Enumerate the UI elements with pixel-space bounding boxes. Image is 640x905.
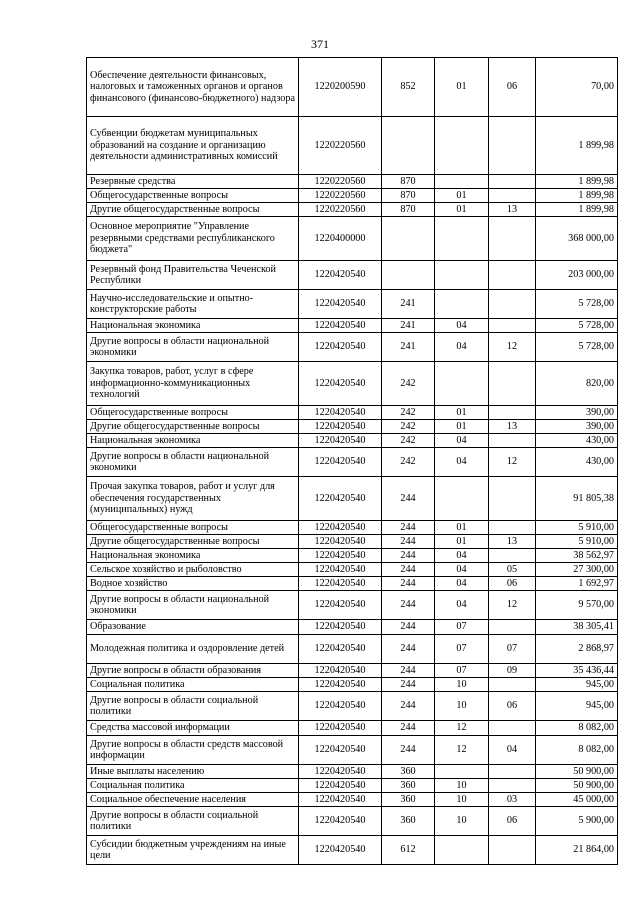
- cell-sum: 368 000,00: [536, 217, 618, 261]
- cell-rz: 07: [435, 664, 489, 678]
- cell-csr: 1220420540: [299, 793, 382, 807]
- cell-csr: 1220420540: [299, 448, 382, 477]
- cell-vr: [382, 117, 435, 175]
- cell-rz: 07: [435, 635, 489, 664]
- cell-vr: 244: [382, 664, 435, 678]
- cell-pr: 13: [489, 203, 536, 217]
- table-row: [87, 721, 618, 736]
- cell-rz: 10: [435, 678, 489, 692]
- budget-table: [86, 57, 618, 865]
- cell-csr: 1220420540: [299, 406, 382, 420]
- cell-vr: 241: [382, 319, 435, 333]
- cell-name: Социальное обеспечение населения: [87, 793, 299, 807]
- cell-csr: 1220220560: [299, 175, 382, 189]
- table-row: [87, 563, 618, 577]
- table-row: [87, 620, 618, 635]
- cell-vr: 241: [382, 333, 435, 362]
- table-row: [87, 664, 618, 678]
- cell-sum: 945,00: [536, 692, 618, 721]
- cell-rz: 04: [435, 591, 489, 620]
- cell-pr: [489, 290, 536, 319]
- cell-pr: 07: [489, 635, 536, 664]
- budget-table-body: [87, 58, 618, 865]
- cell-vr: 870: [382, 189, 435, 203]
- cell-csr: 1220420540: [299, 692, 382, 721]
- cell-csr: 1220420540: [299, 620, 382, 635]
- cell-rz: 07: [435, 620, 489, 635]
- cell-csr: 1220420540: [299, 477, 382, 521]
- cell-rz: 10: [435, 793, 489, 807]
- cell-rz: [435, 765, 489, 779]
- cell-sum: 5 910,00: [536, 535, 618, 549]
- cell-pr: [489, 319, 536, 333]
- cell-rz: 01: [435, 521, 489, 535]
- cell-csr: 1220420540: [299, 434, 382, 448]
- cell-csr: 1220400000: [299, 217, 382, 261]
- cell-sum: 35 436,44: [536, 664, 618, 678]
- cell-name: Другие общегосударственные вопросы: [87, 420, 299, 434]
- cell-pr: [489, 721, 536, 736]
- cell-name: Основное мероприятие "Управление резервными средствами республиканского бюджета": [87, 217, 299, 261]
- cell-vr: 870: [382, 175, 435, 189]
- cell-vr: 242: [382, 448, 435, 477]
- table-row: [87, 420, 618, 434]
- cell-sum: 5 900,00: [536, 807, 618, 836]
- cell-csr: 1220220560: [299, 189, 382, 203]
- cell-name: Субвенции бюджетам муниципальных образований на создание и организацию деятельности административных комиссий: [87, 117, 299, 175]
- cell-name: Сельское хозяйство и рыболовство: [87, 563, 299, 577]
- cell-vr: 612: [382, 836, 435, 865]
- cell-name: Другие вопросы в области национальной экономики: [87, 591, 299, 620]
- table-row: [87, 434, 618, 448]
- cell-vr: 244: [382, 620, 435, 635]
- cell-vr: 244: [382, 721, 435, 736]
- cell-csr: 1220220560: [299, 117, 382, 175]
- table-row: [87, 117, 618, 175]
- cell-sum: 1 899,98: [536, 203, 618, 217]
- cell-csr: 1220420540: [299, 319, 382, 333]
- cell-csr: 1220420540: [299, 549, 382, 563]
- cell-rz: 10: [435, 807, 489, 836]
- cell-csr: 1220220560: [299, 203, 382, 217]
- cell-name: Социальная политика: [87, 779, 299, 793]
- cell-name: Иные выплаты населению: [87, 765, 299, 779]
- cell-sum: 203 000,00: [536, 261, 618, 290]
- cell-rz: [435, 175, 489, 189]
- table-row: [87, 577, 618, 591]
- cell-name: Резервные средства: [87, 175, 299, 189]
- cell-name: Общегосударственные вопросы: [87, 521, 299, 535]
- cell-pr: 06: [489, 577, 536, 591]
- cell-sum: 45 000,00: [536, 793, 618, 807]
- page-number: 371: [311, 37, 329, 51]
- cell-rz: 04: [435, 448, 489, 477]
- cell-vr: 244: [382, 477, 435, 521]
- table-row: [87, 319, 618, 333]
- cell-csr: 1220420540: [299, 290, 382, 319]
- cell-sum: 1 692,97: [536, 577, 618, 591]
- cell-vr: 852: [382, 58, 435, 117]
- cell-csr: 1220420540: [299, 333, 382, 362]
- cell-vr: 244: [382, 678, 435, 692]
- cell-vr: 360: [382, 779, 435, 793]
- cell-rz: 01: [435, 420, 489, 434]
- cell-csr: 1220420540: [299, 591, 382, 620]
- cell-sum: 2 868,97: [536, 635, 618, 664]
- cell-pr: 04: [489, 736, 536, 765]
- cell-vr: 244: [382, 535, 435, 549]
- cell-pr: [489, 549, 536, 563]
- cell-sum: 820,00: [536, 362, 618, 406]
- cell-sum: 390,00: [536, 420, 618, 434]
- cell-sum: 390,00: [536, 406, 618, 420]
- cell-sum: 5 728,00: [536, 319, 618, 333]
- cell-vr: 244: [382, 692, 435, 721]
- cell-sum: 1 899,98: [536, 175, 618, 189]
- cell-pr: [489, 261, 536, 290]
- cell-rz: 04: [435, 549, 489, 563]
- cell-rz: 01: [435, 189, 489, 203]
- cell-csr: 1220420540: [299, 362, 382, 406]
- cell-rz: 12: [435, 721, 489, 736]
- cell-sum: 38 562,97: [536, 549, 618, 563]
- table-row: [87, 521, 618, 535]
- cell-vr: 360: [382, 793, 435, 807]
- cell-name: Другие вопросы в области национальной экономики: [87, 333, 299, 362]
- cell-csr: 1220420540: [299, 261, 382, 290]
- cell-vr: 244: [382, 577, 435, 591]
- cell-sum: 1 899,98: [536, 117, 618, 175]
- cell-rz: [435, 217, 489, 261]
- table-row: [87, 290, 618, 319]
- cell-csr: 1220420540: [299, 664, 382, 678]
- cell-csr: 1220420540: [299, 836, 382, 865]
- cell-pr: 06: [489, 58, 536, 117]
- cell-name: Другие вопросы в области средств массовой информации: [87, 736, 299, 765]
- cell-pr: 13: [489, 535, 536, 549]
- cell-name: Прочая закупка товаров, работ и услуг для обеспечения государственных (муниципальных) нужд: [87, 477, 299, 521]
- cell-csr: 1220420540: [299, 779, 382, 793]
- table-row: [87, 635, 618, 664]
- cell-rz: 01: [435, 406, 489, 420]
- cell-pr: [489, 620, 536, 635]
- cell-pr: [489, 434, 536, 448]
- cell-vr: 241: [382, 290, 435, 319]
- cell-sum: 9 570,00: [536, 591, 618, 620]
- table-row: [87, 591, 618, 620]
- cell-pr: [489, 175, 536, 189]
- cell-rz: 04: [435, 319, 489, 333]
- table-row: [87, 448, 618, 477]
- cell-vr: 360: [382, 807, 435, 836]
- cell-name: Общегосударственные вопросы: [87, 189, 299, 203]
- cell-rz: [435, 117, 489, 175]
- cell-csr: 1220420540: [299, 420, 382, 434]
- cell-vr: [382, 217, 435, 261]
- cell-name: Средства массовой информации: [87, 721, 299, 736]
- cell-rz: [435, 362, 489, 406]
- table-row: [87, 793, 618, 807]
- table-row: [87, 477, 618, 521]
- cell-vr: 244: [382, 563, 435, 577]
- table-row: [87, 175, 618, 189]
- cell-pr: 03: [489, 793, 536, 807]
- cell-sum: 27 300,00: [536, 563, 618, 577]
- table-row: [87, 406, 618, 420]
- cell-pr: 05: [489, 563, 536, 577]
- cell-sum: 91 805,38: [536, 477, 618, 521]
- cell-name: Другие вопросы в области социальной политики: [87, 692, 299, 721]
- cell-pr: [489, 217, 536, 261]
- cell-pr: 12: [489, 591, 536, 620]
- cell-sum: 430,00: [536, 434, 618, 448]
- cell-vr: 242: [382, 362, 435, 406]
- cell-pr: [489, 836, 536, 865]
- table-row: [87, 807, 618, 836]
- cell-rz: 04: [435, 563, 489, 577]
- table-row: [87, 261, 618, 290]
- cell-sum: 5 728,00: [536, 333, 618, 362]
- cell-rz: [435, 290, 489, 319]
- cell-csr: 1220420540: [299, 635, 382, 664]
- cell-name: Научно-исследовательские и опытно-конструкторские работы: [87, 290, 299, 319]
- cell-rz: 04: [435, 577, 489, 591]
- cell-sum: 50 900,00: [536, 765, 618, 779]
- table-row: [87, 549, 618, 563]
- cell-name: Другие вопросы в области социальной политики: [87, 807, 299, 836]
- cell-name: Национальная экономика: [87, 319, 299, 333]
- cell-rz: [435, 261, 489, 290]
- cell-vr: 242: [382, 434, 435, 448]
- table-row: [87, 678, 618, 692]
- cell-pr: [489, 678, 536, 692]
- cell-rz: 04: [435, 333, 489, 362]
- cell-vr: 242: [382, 420, 435, 434]
- cell-name: Национальная экономика: [87, 434, 299, 448]
- cell-pr: [489, 117, 536, 175]
- cell-name: Другие общегосударственные вопросы: [87, 203, 299, 217]
- cell-sum: 70,00: [536, 58, 618, 117]
- cell-rz: 04: [435, 434, 489, 448]
- cell-name: Другие общегосударственные вопросы: [87, 535, 299, 549]
- cell-csr: 1220420540: [299, 678, 382, 692]
- cell-sum: 430,00: [536, 448, 618, 477]
- cell-csr: 1220420540: [299, 521, 382, 535]
- cell-vr: 244: [382, 635, 435, 664]
- cell-vr: 242: [382, 406, 435, 420]
- cell-name: Резервный фонд Правительства Чеченской Республики: [87, 261, 299, 290]
- table-row: [87, 189, 618, 203]
- cell-pr: [489, 521, 536, 535]
- cell-rz: [435, 836, 489, 865]
- cell-rz: 10: [435, 779, 489, 793]
- cell-name: Образование: [87, 620, 299, 635]
- cell-sum: 1 899,98: [536, 189, 618, 203]
- cell-name: Закупка товаров, работ, услуг в сфере информационно-коммуникационных технологий: [87, 362, 299, 406]
- cell-sum: 50 900,00: [536, 779, 618, 793]
- cell-rz: 10: [435, 692, 489, 721]
- cell-rz: 01: [435, 535, 489, 549]
- table-row: [87, 362, 618, 406]
- table-row: [87, 779, 618, 793]
- table-row: [87, 736, 618, 765]
- cell-vr: 244: [382, 521, 435, 535]
- cell-pr: [489, 779, 536, 793]
- cell-pr: 06: [489, 807, 536, 836]
- cell-name: Водное хозяйство: [87, 577, 299, 591]
- cell-pr: [489, 189, 536, 203]
- cell-pr: [489, 362, 536, 406]
- cell-pr: 12: [489, 333, 536, 362]
- table-row: [87, 765, 618, 779]
- cell-name: Субсидии бюджетным учреждениям на иные цели: [87, 836, 299, 865]
- table-row: [87, 217, 618, 261]
- cell-csr: 1220420540: [299, 577, 382, 591]
- cell-csr: 1220420540: [299, 721, 382, 736]
- table-row: [87, 692, 618, 721]
- cell-name: Обеспечение деятельности финансовых, налоговых и таможенных органов и органов финансового (финансово-бюджетного) надзора: [87, 58, 299, 117]
- cell-vr: 360: [382, 765, 435, 779]
- cell-vr: 870: [382, 203, 435, 217]
- cell-pr: [489, 406, 536, 420]
- cell-name: Другие вопросы в области образования: [87, 664, 299, 678]
- cell-pr: [489, 477, 536, 521]
- cell-vr: 244: [382, 549, 435, 563]
- cell-vr: 244: [382, 736, 435, 765]
- cell-pr: 12: [489, 448, 536, 477]
- cell-csr: 1220420540: [299, 807, 382, 836]
- cell-rz: [435, 477, 489, 521]
- cell-sum: 5 910,00: [536, 521, 618, 535]
- table-row: [87, 836, 618, 865]
- cell-csr: 1220420540: [299, 736, 382, 765]
- cell-rz: 01: [435, 203, 489, 217]
- cell-sum: 5 728,00: [536, 290, 618, 319]
- cell-sum: 8 082,00: [536, 736, 618, 765]
- table-row: [87, 333, 618, 362]
- cell-sum: 945,00: [536, 678, 618, 692]
- cell-name: Другие вопросы в области национальной экономики: [87, 448, 299, 477]
- cell-vr: [382, 261, 435, 290]
- table-row: [87, 535, 618, 549]
- cell-name: Молодежная политика и оздоровление детей: [87, 635, 299, 664]
- cell-csr: 1220420540: [299, 563, 382, 577]
- cell-name: Социальная политика: [87, 678, 299, 692]
- cell-pr: 13: [489, 420, 536, 434]
- cell-sum: 8 082,00: [536, 721, 618, 736]
- cell-vr: 244: [382, 591, 435, 620]
- cell-name: Национальная экономика: [87, 549, 299, 563]
- cell-csr: 1220420540: [299, 765, 382, 779]
- cell-pr: 06: [489, 692, 536, 721]
- cell-pr: 09: [489, 664, 536, 678]
- cell-csr: 1220420540: [299, 535, 382, 549]
- cell-csr: 1220200590: [299, 58, 382, 117]
- cell-rz: 01: [435, 58, 489, 117]
- table-row: [87, 58, 618, 117]
- cell-pr: [489, 765, 536, 779]
- cell-rz: 12: [435, 736, 489, 765]
- cell-name: Общегосударственные вопросы: [87, 406, 299, 420]
- table-row: [87, 203, 618, 217]
- cell-sum: 21 864,00: [536, 836, 618, 865]
- cell-sum: 38 305,41: [536, 620, 618, 635]
